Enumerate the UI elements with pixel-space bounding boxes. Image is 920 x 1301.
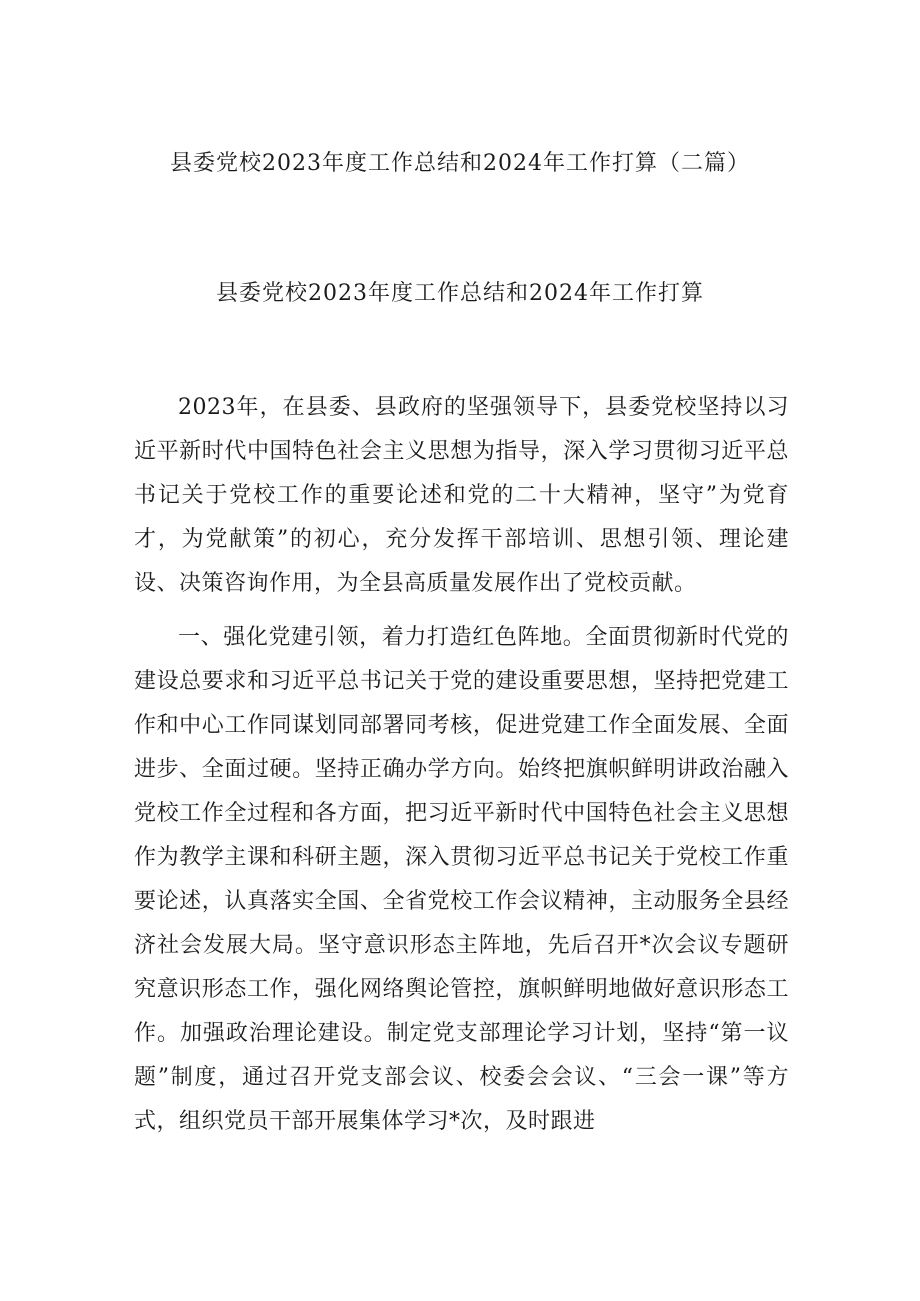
paragraph-section-one: 一、强化党建引领，着力打造红色阵地。全面贯彻新时代党的建设总要求和习近平总书记关于党的建设重要思想，坚持把党建工作和中心工作同谋划同部署同考核，促进党建工作全面发展、全面进步、全面过硬。坚持正确办学方向。始终把旗帜鲜明讲政治融入党校工作全过程和各方面，把习近平新时代中国特色社会主义思想作为教学主课和科研主题，深入贯彻习近平总书记关于党校工作重要论述，认真落实全国、全省党校工作会议精神，主动服务全县经济社会发展大局。坚守意识形态主阵地，先后召开*次会议专题研究意识形态工作，强化网络舆论管控，旗帜鲜明地做好意识形态工作。加强政治理论建设。制定党支部理论学习计划，坚持“第一议题”制度，通过召开党支部会议、校委会会议、“三会一课”等方式，组织党员干部开展集体学习*次，及时跟进 [134, 625, 789, 1134]
document-title: 县委党校2023年度工作总结和2024年工作打算（二篇） [170, 151, 750, 176]
document-subtitle: 县委党校2023年度工作总结和2024年工作打算 [216, 281, 704, 306]
document-body [134, 386, 789, 1154]
paragraph-intro: 2023年，在县委、县政府的坚强领导下，县委党校坚持以习近平新时代中国特色社会主义思想为指导，深入学习贯彻习近平总书记关于党校工作的重要论述和党的二十大精神，坚守”为党育才，为党献策”的初心，充分发挥干部培训、思想引领、理论建设、决策咨询作用，为全县高质量发展作出了党校贡献。 [134, 395, 789, 596]
